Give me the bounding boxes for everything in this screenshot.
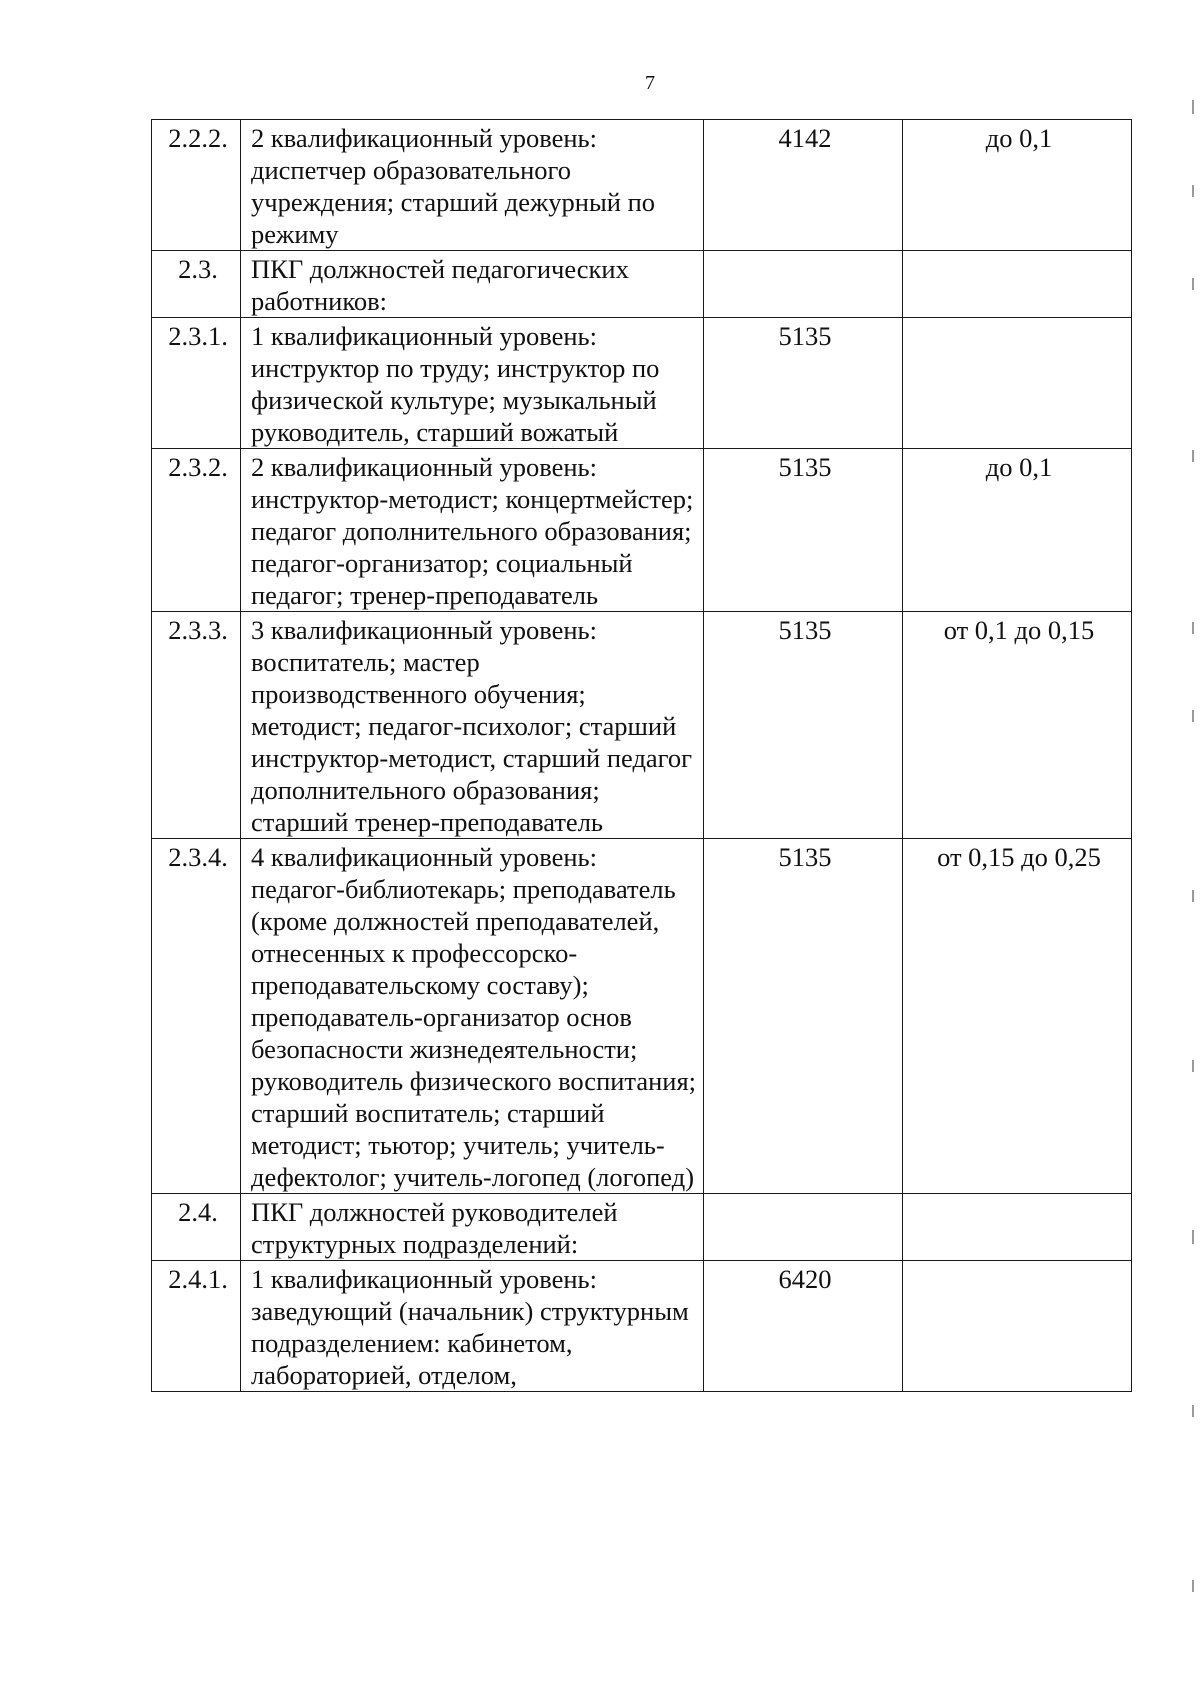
coefficient-cell: до 0,1 bbox=[903, 120, 1132, 251]
base-salary-cell: 5135 bbox=[704, 318, 903, 449]
position-description-cell: ПКГ должностей руководителей структурных подразделений: bbox=[241, 1194, 704, 1261]
base-salary-cell: 5135 bbox=[704, 612, 903, 839]
coefficient-cell bbox=[903, 1194, 1132, 1261]
row-number-cell: 2.3. bbox=[152, 251, 241, 318]
base-salary-cell: 6420 bbox=[704, 1261, 903, 1392]
scan-edge-mark bbox=[1192, 100, 1194, 114]
row-number-cell: 2.2.2. bbox=[152, 120, 241, 251]
base-salary-cell bbox=[704, 1194, 903, 1261]
table-row bbox=[152, 839, 1132, 1194]
table-row bbox=[152, 120, 1132, 251]
scan-edge-mark bbox=[1192, 1060, 1194, 1072]
coefficient-cell: от 0,1 до 0,15 bbox=[903, 612, 1132, 839]
scan-edge-mark bbox=[1192, 622, 1194, 634]
coefficient-cell bbox=[903, 318, 1132, 449]
table-row bbox=[152, 318, 1132, 449]
scan-edge-mark bbox=[1192, 890, 1194, 902]
row-number-cell: 2.4. bbox=[152, 1194, 241, 1261]
table-row bbox=[152, 1194, 1132, 1261]
scan-edge-mark bbox=[1192, 185, 1194, 197]
base-salary-cell: 4142 bbox=[704, 120, 903, 251]
scan-edge-mark bbox=[1192, 710, 1194, 722]
table-row bbox=[152, 612, 1132, 839]
row-number-cell: 2.4.1. bbox=[152, 1261, 241, 1392]
row-number-cell: 2.3.4. bbox=[152, 839, 241, 1194]
table-row bbox=[152, 251, 1132, 318]
table-row bbox=[152, 1261, 1132, 1392]
base-salary-cell: 5135 bbox=[704, 839, 903, 1194]
coefficient-cell: до 0,1 bbox=[903, 449, 1132, 612]
position-description-cell: 1 квалификационный уровень: заведующий (начальник) структурным подразделением: кабинетом, лабораторией, отделом, bbox=[241, 1261, 704, 1392]
coefficient-cell bbox=[903, 1261, 1132, 1392]
table-row bbox=[152, 449, 1132, 612]
position-description-cell: 1 квалификационный уровень: инструктор по труду; инструктор по физической культуре; музыкальный руководитель, старший вожатый bbox=[241, 318, 704, 449]
row-number-cell: 2.3.3. bbox=[152, 612, 241, 839]
scan-edge-mark bbox=[1192, 1580, 1194, 1592]
position-description-cell: ПКГ должностей педагогических работников: bbox=[241, 251, 704, 318]
page-number: 7 bbox=[645, 72, 655, 94]
salary-table bbox=[151, 119, 1132, 1392]
scan-edge-mark bbox=[1192, 278, 1194, 290]
base-salary-cell: 5135 bbox=[704, 449, 903, 612]
scan-edge-mark bbox=[1192, 1230, 1194, 1244]
scan-edge-mark bbox=[1192, 450, 1194, 462]
position-description-cell: 2 квалификационный уровень: диспетчер образовательного учреждения; старший дежурный по режиму bbox=[241, 120, 704, 251]
scan-edge-mark bbox=[1192, 1405, 1194, 1417]
position-description-cell: 2 квалификационный уровень: инструктор-методист; концертмейстер; педагог дополнительного образования; педагог-организатор; социальный педагог; тренер-преподаватель bbox=[241, 449, 704, 612]
position-description-cell: 3 квалификационный уровень: воспитатель; мастер производственного обучения; методист; педагог-психолог; старший инструктор-методист, старший педагог дополнительного образования; старший тренер-преподаватель bbox=[241, 612, 704, 839]
table-body bbox=[152, 120, 1132, 1392]
position-description-cell: 4 квалификационный уровень: педагог-библиотекарь; преподаватель (кроме должностей преподавателей, отнесенных к профессорско-преподавательскому составу); преподаватель-организатор основ безопасности жизнедеятельности; руководитель физического воспитания; старший воспитатель; старший методист; тьютор; учитель; учитель-дефектолог; учитель-логопед (логопед) bbox=[241, 839, 704, 1194]
base-salary-cell bbox=[704, 251, 903, 318]
coefficient-cell bbox=[903, 251, 1132, 318]
row-number-cell: 2.3.1. bbox=[152, 318, 241, 449]
coefficient-cell: от 0,15 до 0,25 bbox=[903, 839, 1132, 1194]
row-number-cell: 2.3.2. bbox=[152, 449, 241, 612]
